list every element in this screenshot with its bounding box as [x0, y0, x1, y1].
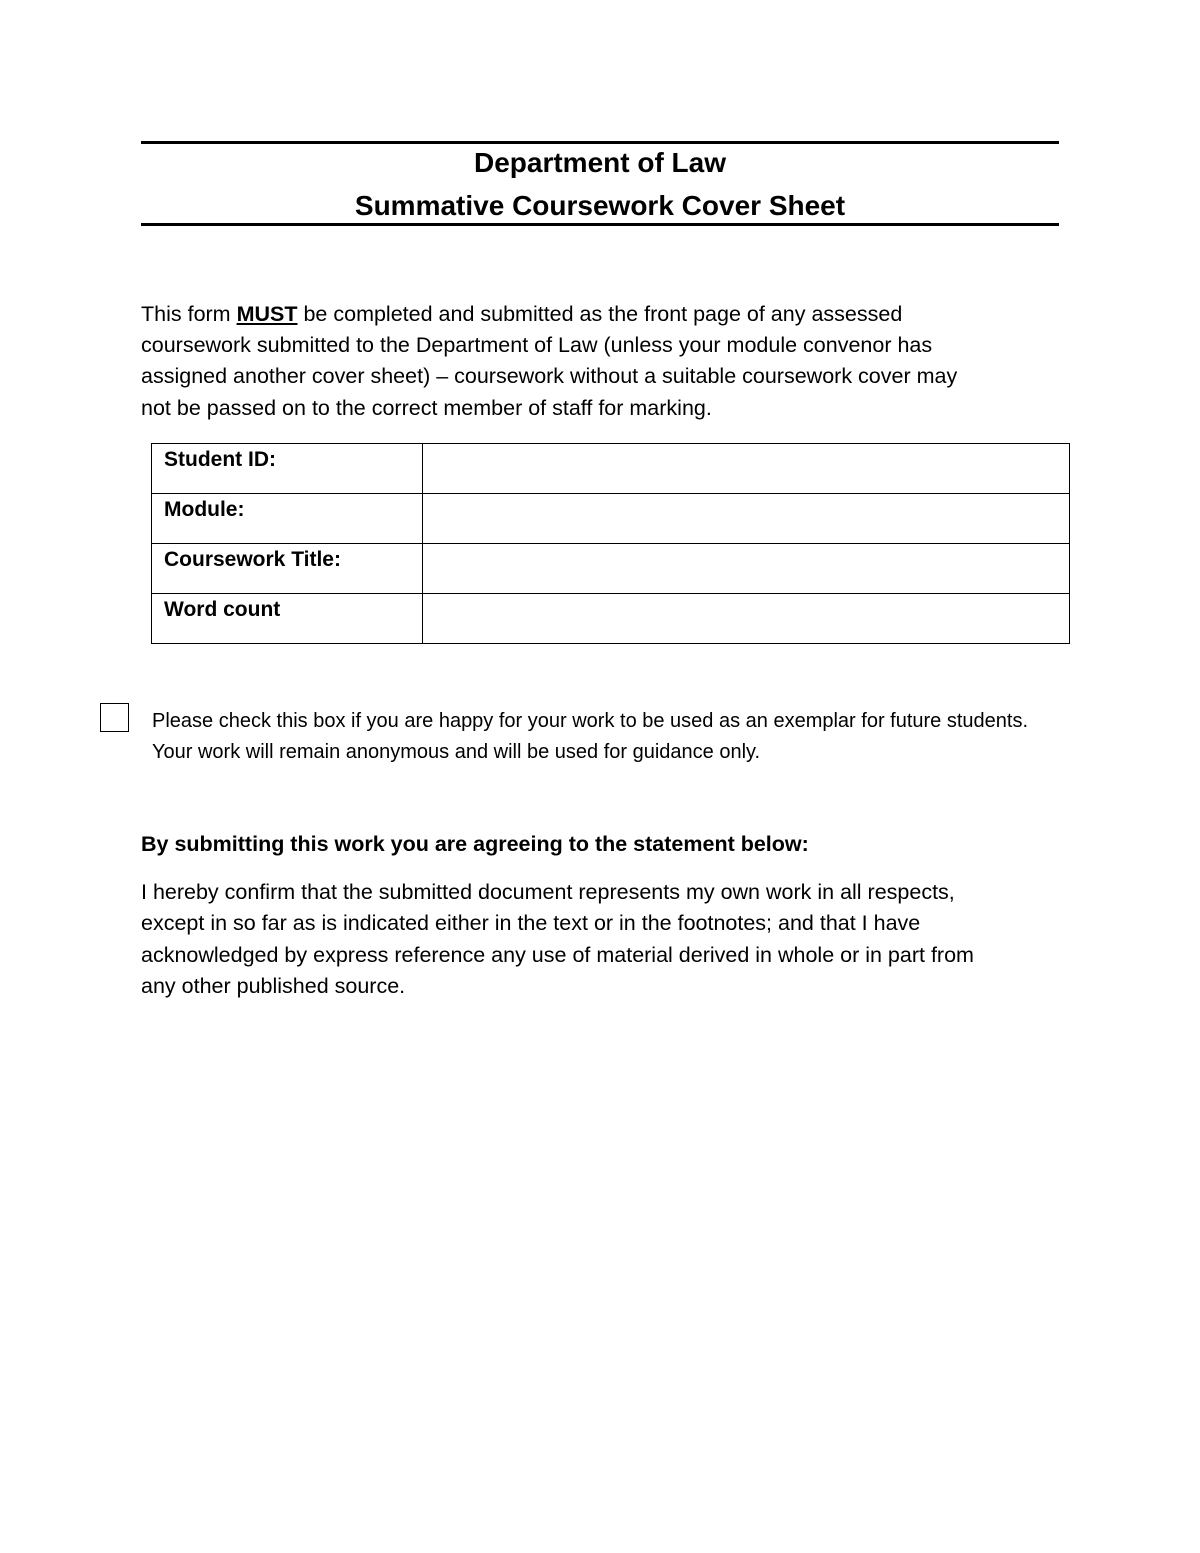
- intro-line-2: coursework submitted to the Department of Law (unless your module convenor has: [141, 333, 933, 358]
- department-title: Department of Law: [473, 147, 727, 178]
- declaration-statement: [141, 877, 1071, 1002]
- intro-line-4: not be passed on to the correct member of staff for marking.: [141, 395, 712, 420]
- module-field[interactable]: [423, 494, 1070, 544]
- intro-paragraph: [141, 299, 1071, 424]
- header-bottom-rule: [141, 223, 1059, 226]
- table-row-word-count: [152, 594, 1070, 644]
- statement-line-1: I hereby confirm that the submitted document represents my own work in all respects,: [141, 880, 955, 904]
- intro-line-1: [141, 299, 1071, 330]
- table-row-coursework-title: [152, 544, 1070, 594]
- exemplar-checkbox[interactable]: [100, 703, 129, 732]
- coursework-title-label: Coursework Title:: [152, 544, 423, 594]
- must-emphasis: MUST: [236, 302, 298, 326]
- cover-sheet-title: Summative Coursework Cover Sheet: [354, 190, 846, 221]
- header-top-rule: [141, 141, 1059, 144]
- table-row-module: [152, 494, 1070, 544]
- exemplar-line-2: Your work will remain anonymous and will be used for guidance only.: [152, 741, 761, 763]
- statement-line-2: except in so far as is indicated either in the text or in the footnotes; and that I have: [141, 911, 921, 936]
- word-count-field[interactable]: [423, 594, 1070, 644]
- statement-heading: By submitting this work you are agreeing to the statement below:: [141, 832, 809, 856]
- table-row-student-id: [152, 444, 1070, 494]
- intro-line-3: assigned another cover sheet) – coursework without a suitable coursework cover may: [141, 364, 958, 389]
- student-details-table: [151, 443, 1070, 644]
- intro-line-1-rest: be completed and submitted as the front page of any assessed: [297, 302, 903, 326]
- coursework-title-field[interactable]: [423, 544, 1070, 594]
- student-id-label: Student ID:: [152, 444, 423, 494]
- exemplar-consent-text: [152, 706, 1132, 768]
- word-count-label: Word count: [152, 594, 423, 644]
- exemplar-line-1: Please check this box if you are happy for your work to be used as an exemplar for future students.: [152, 710, 1029, 732]
- statement-line-4: any other published source.: [141, 973, 406, 998]
- statement-line-3: acknowledged by express reference any use of material derived in whole or in part from: [141, 942, 974, 967]
- student-id-field[interactable]: [423, 444, 1070, 494]
- intro-prefix: This form: [141, 302, 237, 326]
- module-label: Module:: [152, 494, 423, 544]
